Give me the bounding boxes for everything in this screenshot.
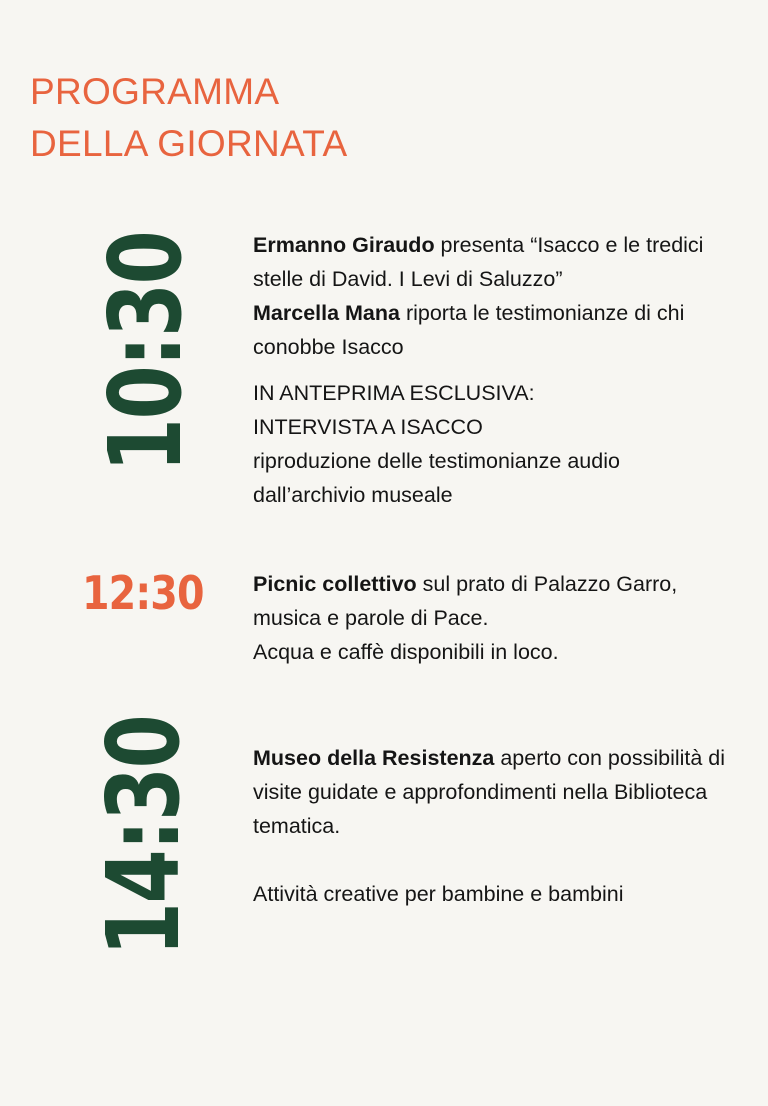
speaker-name: Marcella Mana <box>253 301 400 325</box>
title-line-1: PROGRAMMA <box>30 71 280 112</box>
event-name: Museo della Resistenza <box>253 746 495 770</box>
event-1230-description <box>253 567 733 669</box>
time-1430: 14:30 <box>85 715 202 957</box>
event-1430-text <box>253 741 733 843</box>
time-1030: 10:30 <box>87 231 204 473</box>
speaker-text: presenta “Isacco e le tredici stelle di David. I Levi di Saluzzo” <box>253 233 704 291</box>
preview-text: riproduzione delle testimonianze audio dall’archivio museale <box>253 449 620 507</box>
event-1430-description <box>253 741 733 911</box>
event-1030-preview <box>253 376 733 512</box>
event-1430-note: Attività creative per bambine e bambini <box>253 882 624 906</box>
title-line-2: DELLA GIORNATA <box>30 123 348 164</box>
event-1030-description <box>253 228 733 512</box>
speaker-name: Ermanno Giraudo <box>253 233 435 257</box>
preview-subheading: INTERVISTA A ISACCO <box>253 415 483 439</box>
page-title <box>30 66 347 170</box>
preview-heading: IN ANTEPRIMA ESCLUSIVA: <box>253 381 535 405</box>
event-name: Picnic collettivo <box>253 572 417 596</box>
event-text: aperto con possibilità di visite guidate e approfondimenti nella Biblioteca tematica. <box>253 746 726 838</box>
speaker-text: riporta le testimonianze di chi conobbe Isacco <box>253 301 685 359</box>
event-1030-speakers <box>253 228 733 364</box>
event-1230-text <box>253 567 733 669</box>
event-text: sul prato di Palazzo Garro, musica e parole di Pace. <box>253 572 678 630</box>
time-1230: 12:30 <box>82 566 204 620</box>
event-note: Acqua e caffè disponibili in loco. <box>253 640 559 664</box>
